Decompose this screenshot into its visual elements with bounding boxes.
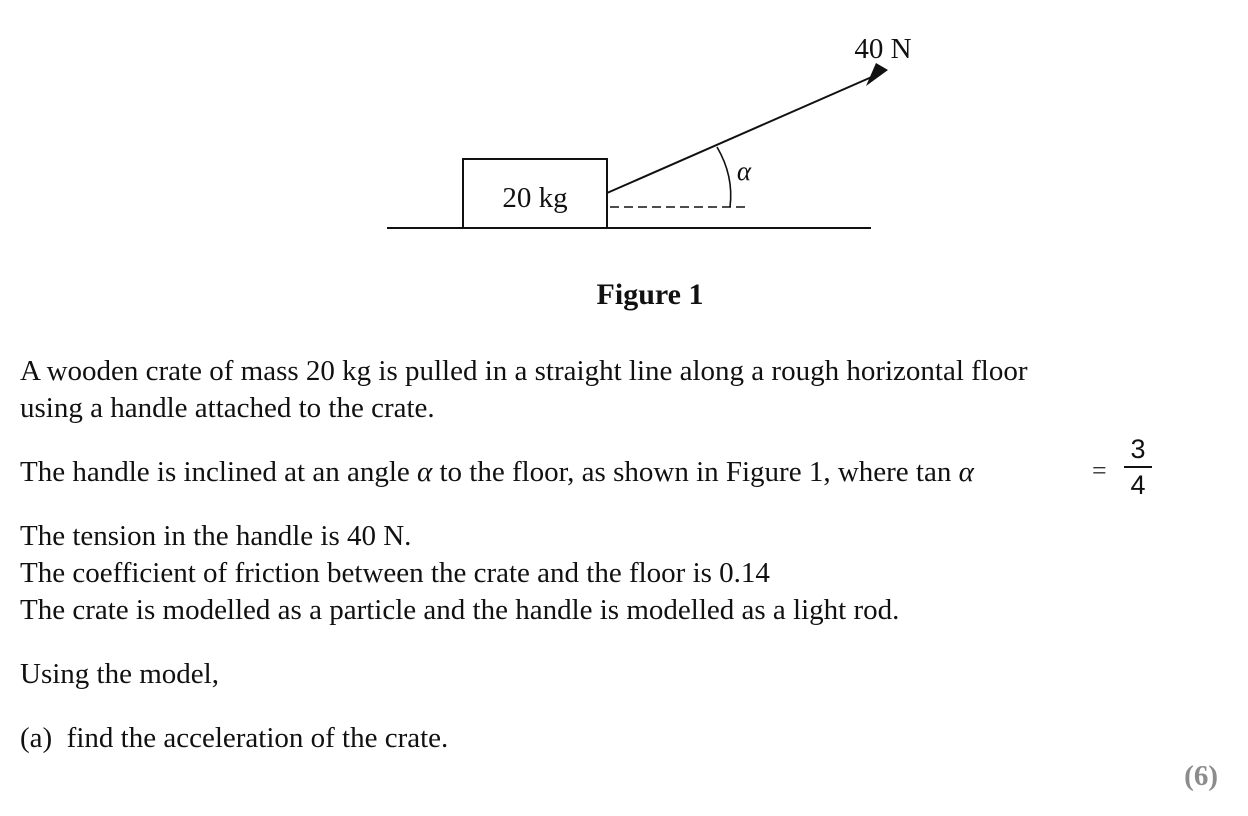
angle-text-before: The handle is inclined at an angle [20,456,417,488]
using-model-line: Using the model, [20,658,219,690]
friction-line: The coefficient of friction between the crate and the floor is 0.14 [20,557,770,589]
mass-label: 20 kg [502,182,568,214]
angle-arc [717,147,731,207]
tan-angle-symbol: α [958,456,974,488]
angle-label: α [736,156,752,186]
equals-sign: = [1092,456,1107,485]
part-a-question: (a) find the acceleration of the crate. [20,722,449,754]
tan-numerator: 3 [1130,434,1146,464]
tan-denominator: 4 [1130,470,1146,500]
tension-line: The tension in the handle is 40 N. [20,520,412,552]
angle-statement [20,454,974,491]
marks-badge: (6) [1184,760,1218,792]
force-label: 40 N [854,33,912,65]
fraction-bar [1124,466,1152,468]
tan-fraction [1124,434,1152,500]
intro-line-1: A wooden crate of mass 20 kg is pulled in a straight line along a rough horizontal floor [20,355,1028,387]
figure-caption: Figure 1 [596,278,704,311]
force-arrowhead-icon [866,63,888,86]
angle-symbol: α [417,456,433,488]
intro-line-2: using a handle attached to the crate. [20,392,435,424]
angle-text-after: to the floor, as shown in Figure 1, where tan [432,456,959,488]
model-line: The crate is modelled as a particle and the handle is modelled as a light rod. [20,594,900,626]
